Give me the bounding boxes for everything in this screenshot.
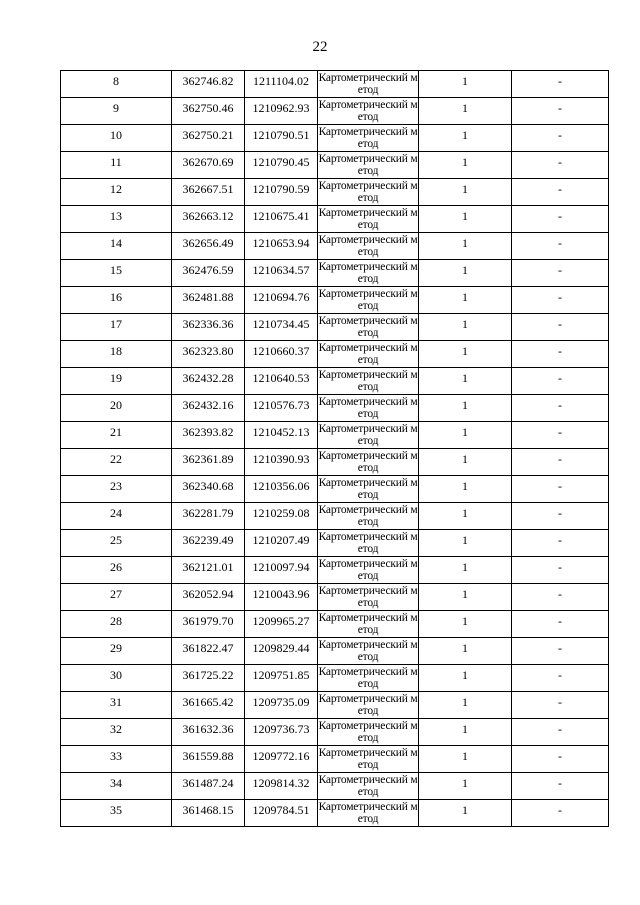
note-cell: - [512, 98, 609, 125]
count-cell: 1 [419, 152, 512, 179]
count-cell: 1 [419, 665, 512, 692]
note-cell: - [512, 557, 609, 584]
count-cell: 1 [419, 692, 512, 719]
point-number-cell: 28 [61, 611, 172, 638]
table-row [61, 611, 609, 638]
count-cell: 1 [419, 125, 512, 152]
point-number-cell: 34 [61, 773, 172, 800]
note-cell: - [512, 179, 609, 206]
y-coordinate-cell: 1210640.53 [245, 368, 318, 395]
method-cell: Картометрический метод [318, 99, 418, 123]
method-cell: Картометрический метод [318, 477, 418, 501]
x-coordinate-cell: 361979.70 [172, 611, 245, 638]
table-row [61, 476, 609, 503]
y-coordinate-cell: 1210390.93 [245, 449, 318, 476]
note-cell: - [512, 287, 609, 314]
x-coordinate-cell: 361559.88 [172, 746, 245, 773]
point-number-cell: 33 [61, 746, 172, 773]
point-number-cell: 9 [61, 98, 172, 125]
point-number-cell: 18 [61, 341, 172, 368]
count-cell: 1 [419, 476, 512, 503]
count-cell: 1 [419, 179, 512, 206]
x-coordinate-cell: 362336.36 [172, 314, 245, 341]
x-coordinate-cell: 362393.82 [172, 422, 245, 449]
point-number-cell: 27 [61, 584, 172, 611]
x-coordinate-cell: 362481.88 [172, 287, 245, 314]
table-row [61, 746, 609, 773]
table-row [61, 179, 609, 206]
method-cell: Картометрический метод [318, 207, 418, 231]
method-cell: Картометрический метод [318, 639, 418, 663]
method-cell: Картометрический метод [318, 558, 418, 582]
point-number-cell: 24 [61, 503, 172, 530]
x-coordinate-cell: 361487.24 [172, 773, 245, 800]
count-cell: 1 [419, 206, 512, 233]
point-number-cell: 22 [61, 449, 172, 476]
y-coordinate-cell: 1209784.51 [245, 800, 318, 827]
point-number-cell: 16 [61, 287, 172, 314]
y-coordinate-cell: 1209751.85 [245, 665, 318, 692]
count-cell: 1 [419, 611, 512, 638]
count-cell: 1 [419, 638, 512, 665]
y-coordinate-cell: 1210043.96 [245, 584, 318, 611]
table-row [61, 449, 609, 476]
x-coordinate-cell: 362323.80 [172, 341, 245, 368]
y-coordinate-cell: 1209735.09 [245, 692, 318, 719]
x-coordinate-cell: 362667.51 [172, 179, 245, 206]
point-number-cell: 32 [61, 719, 172, 746]
y-coordinate-cell: 1209829.44 [245, 638, 318, 665]
table-row [61, 422, 609, 449]
table-row [61, 395, 609, 422]
count-cell: 1 [419, 557, 512, 584]
table-row [61, 341, 609, 368]
note-cell: - [512, 530, 609, 557]
note-cell: - [512, 476, 609, 503]
point-number-cell: 30 [61, 665, 172, 692]
method-cell: Картометрический метод [318, 315, 418, 339]
point-number-cell: 10 [61, 125, 172, 152]
y-coordinate-cell: 1210259.08 [245, 503, 318, 530]
count-cell: 1 [419, 287, 512, 314]
count-cell: 1 [419, 503, 512, 530]
y-coordinate-cell: 1210660.37 [245, 341, 318, 368]
table-row [61, 719, 609, 746]
count-cell: 1 [419, 71, 512, 98]
y-coordinate-cell: 1210790.51 [245, 125, 318, 152]
count-cell: 1 [419, 395, 512, 422]
count-cell: 1 [419, 341, 512, 368]
note-cell: - [512, 773, 609, 800]
point-number-cell: 20 [61, 395, 172, 422]
y-coordinate-cell: 1210356.06 [245, 476, 318, 503]
point-number-cell: 17 [61, 314, 172, 341]
point-number-cell: 12 [61, 179, 172, 206]
count-cell: 1 [419, 233, 512, 260]
x-coordinate-cell: 362432.16 [172, 395, 245, 422]
point-number-cell: 14 [61, 233, 172, 260]
table-row [61, 260, 609, 287]
x-coordinate-cell: 362239.49 [172, 530, 245, 557]
method-cell: Картометрический метод [318, 504, 418, 528]
count-cell: 1 [419, 422, 512, 449]
method-cell: Картометрический метод [318, 288, 418, 312]
point-number-cell: 8 [61, 71, 172, 98]
note-cell: - [512, 314, 609, 341]
note-cell: - [512, 260, 609, 287]
note-cell: - [512, 233, 609, 260]
y-coordinate-cell: 1210675.41 [245, 206, 318, 233]
note-cell: - [512, 449, 609, 476]
method-cell: Картометрический метод [318, 369, 418, 393]
table-row [61, 368, 609, 395]
point-number-cell: 23 [61, 476, 172, 503]
method-cell: Картометрический метод [318, 450, 418, 474]
note-cell: - [512, 611, 609, 638]
method-cell: Картометрический метод [318, 612, 418, 636]
y-coordinate-cell: 1209736.73 [245, 719, 318, 746]
y-coordinate-cell: 1210097.94 [245, 557, 318, 584]
y-coordinate-cell: 1210790.45 [245, 152, 318, 179]
count-cell: 1 [419, 314, 512, 341]
table-row [61, 233, 609, 260]
table-row [61, 125, 609, 152]
x-coordinate-cell: 362750.21 [172, 125, 245, 152]
table-row [61, 287, 609, 314]
point-number-cell: 35 [61, 800, 172, 827]
table-row [61, 638, 609, 665]
method-cell: Картометрический метод [318, 180, 418, 204]
method-cell: Картометрический метод [318, 261, 418, 285]
note-cell: - [512, 746, 609, 773]
note-cell: - [512, 395, 609, 422]
y-coordinate-cell: 1209814.32 [245, 773, 318, 800]
coordinates-table [60, 70, 609, 827]
note-cell: - [512, 125, 609, 152]
method-cell: Картометрический метод [318, 666, 418, 690]
point-number-cell: 29 [61, 638, 172, 665]
coordinates-table-body [61, 71, 609, 827]
y-coordinate-cell: 1210576.73 [245, 395, 318, 422]
point-number-cell: 26 [61, 557, 172, 584]
table-row [61, 152, 609, 179]
count-cell: 1 [419, 584, 512, 611]
point-number-cell: 31 [61, 692, 172, 719]
note-cell: - [512, 422, 609, 449]
y-coordinate-cell: 1211104.02 [245, 71, 318, 98]
table-row [61, 206, 609, 233]
point-number-cell: 11 [61, 152, 172, 179]
method-cell: Картометрический метод [318, 396, 418, 420]
note-cell: - [512, 638, 609, 665]
count-cell: 1 [419, 773, 512, 800]
method-cell: Картометрический метод [318, 234, 418, 258]
note-cell: - [512, 584, 609, 611]
note-cell: - [512, 341, 609, 368]
count-cell: 1 [419, 260, 512, 287]
table-row [61, 530, 609, 557]
count-cell: 1 [419, 449, 512, 476]
table-row [61, 692, 609, 719]
x-coordinate-cell: 362432.28 [172, 368, 245, 395]
table-row [61, 98, 609, 125]
table-row [61, 773, 609, 800]
note-cell: - [512, 665, 609, 692]
table-row [61, 71, 609, 98]
y-coordinate-cell: 1210962.93 [245, 98, 318, 125]
count-cell: 1 [419, 719, 512, 746]
page-number: 22 [312, 39, 328, 55]
y-coordinate-cell: 1209772.16 [245, 746, 318, 773]
note-cell: - [512, 152, 609, 179]
table-row [61, 800, 609, 827]
table-row [61, 314, 609, 341]
y-coordinate-cell: 1210734.45 [245, 314, 318, 341]
point-number-cell: 19 [61, 368, 172, 395]
point-number-cell: 15 [61, 260, 172, 287]
table-row [61, 584, 609, 611]
x-coordinate-cell: 362746.82 [172, 71, 245, 98]
note-cell: - [512, 71, 609, 98]
x-coordinate-cell: 361665.42 [172, 692, 245, 719]
count-cell: 1 [419, 800, 512, 827]
note-cell: - [512, 503, 609, 530]
note-cell: - [512, 206, 609, 233]
method-cell: Картометрический метод [318, 72, 418, 96]
method-cell: Картометрический метод [318, 747, 418, 771]
table-row [61, 557, 609, 584]
point-number-cell: 13 [61, 206, 172, 233]
count-cell: 1 [419, 746, 512, 773]
count-cell: 1 [419, 530, 512, 557]
x-coordinate-cell: 362750.46 [172, 98, 245, 125]
x-coordinate-cell: 361632.36 [172, 719, 245, 746]
count-cell: 1 [419, 368, 512, 395]
x-coordinate-cell: 361468.15 [172, 800, 245, 827]
y-coordinate-cell: 1210790.59 [245, 179, 318, 206]
note-cell: - [512, 368, 609, 395]
note-cell: - [512, 719, 609, 746]
method-cell: Картометрический метод [318, 774, 418, 798]
y-coordinate-cell: 1210694.76 [245, 287, 318, 314]
note-cell: - [512, 800, 609, 827]
table-row [61, 503, 609, 530]
x-coordinate-cell: 362476.59 [172, 260, 245, 287]
point-number-cell: 21 [61, 422, 172, 449]
y-coordinate-cell: 1210653.94 [245, 233, 318, 260]
x-coordinate-cell: 362052.94 [172, 584, 245, 611]
method-cell: Картометрический метод [318, 153, 418, 177]
x-coordinate-cell: 362340.68 [172, 476, 245, 503]
y-coordinate-cell: 1210452.13 [245, 422, 318, 449]
method-cell: Картометрический метод [318, 423, 418, 447]
x-coordinate-cell: 362361.89 [172, 449, 245, 476]
note-cell: - [512, 692, 609, 719]
y-coordinate-cell: 1210207.49 [245, 530, 318, 557]
x-coordinate-cell: 362121.01 [172, 557, 245, 584]
method-cell: Картометрический метод [318, 801, 418, 825]
x-coordinate-cell: 361822.47 [172, 638, 245, 665]
x-coordinate-cell: 362670.69 [172, 152, 245, 179]
method-cell: Картометрический метод [318, 342, 418, 366]
method-cell: Картометрический метод [318, 531, 418, 555]
table-row [61, 665, 609, 692]
x-coordinate-cell: 362656.49 [172, 233, 245, 260]
count-cell: 1 [419, 98, 512, 125]
point-number-cell: 25 [61, 530, 172, 557]
method-cell: Картометрический метод [318, 720, 418, 744]
x-coordinate-cell: 361725.22 [172, 665, 245, 692]
method-cell: Картометрический метод [318, 126, 418, 150]
y-coordinate-cell: 1209965.27 [245, 611, 318, 638]
method-cell: Картометрический метод [318, 585, 418, 609]
x-coordinate-cell: 362663.12 [172, 206, 245, 233]
x-coordinate-cell: 362281.79 [172, 503, 245, 530]
method-cell: Картометрический метод [318, 693, 418, 717]
y-coordinate-cell: 1210634.57 [245, 260, 318, 287]
